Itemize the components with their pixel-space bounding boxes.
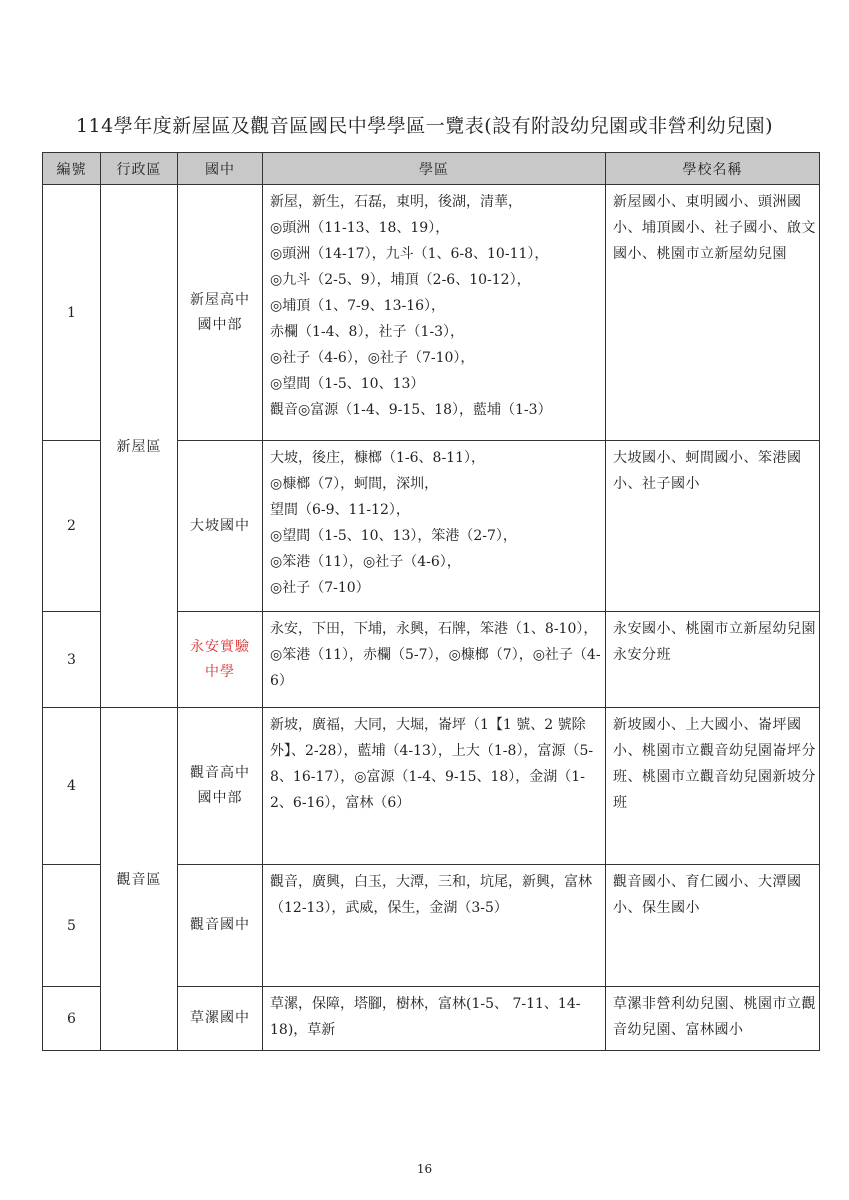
row-number: 1 [43, 185, 101, 441]
header-junior-high: 國中 [178, 153, 263, 185]
header-school-zone: 學區 [263, 153, 606, 185]
region-guanyin: 觀音區 [101, 708, 178, 1051]
zone-line: ◎頭洲（11-13、18、19）， [270, 220, 450, 236]
zone-cell [263, 185, 606, 441]
zone-line: ◎社子（4-6），◎社子（7-10）， [270, 350, 475, 366]
school-names-cell: 大坡國小、蚵間國小、笨港國小、社子國小 [606, 441, 820, 612]
zone-line: 赤欄（1-4、8），社子（1-3）， [270, 324, 464, 340]
school-caota [178, 987, 263, 1051]
table-header-row [43, 153, 820, 185]
row-number: 5 [43, 865, 101, 987]
zone-cell: 觀音，廣興，白玉，大潭，三和，坑尾，新興，富林（12-13），武威，保生，金湖（3-5） [263, 865, 606, 987]
zone-line: ◎九斗（2-5、9），埔頂（2-6、10-12）， [270, 272, 531, 288]
school-line: 草漯國中 [190, 1010, 250, 1026]
school-names-cell: 新坡國小、上大國小、崙坪國小、桃園市立觀音幼兒園崙坪分班、桃園市立觀音幼兒園新坡分班 [606, 708, 820, 865]
table-row [43, 185, 820, 441]
zone-line: ◎槺榔（7），蚵間，深圳， [270, 476, 439, 492]
header-school-names: 學校名稱 [606, 153, 820, 185]
zone-line: ◎望間（1-5、10、13），笨港（2-7）， [270, 528, 517, 544]
region-xinwu: 新屋區 [101, 185, 178, 708]
school-dapo [178, 441, 263, 612]
school-line: 新屋高中 [190, 291, 250, 308]
zone-line: 大坡，後庄，槺榔（1-6、8-11）， [270, 450, 485, 466]
zone-cell: 新坡，廣福，大同，大堀，崙坪（1【1 號、2 號除外】、2-28），藍埔（4-13），上大（1-8），富源（5-8、16-17），◎富源（1-4、9-15、18），金湖（1-2、6-16），富林（6） [263, 708, 606, 865]
school-district-table [42, 152, 820, 1051]
school-yongan [178, 612, 263, 708]
zone-cell: 永安，下田，下埔，永興，石牌，笨港（1、8-10），◎笨港（11），赤欄（5-7），◎槺榔（7），◎社子（4-6） [263, 612, 606, 708]
zone-cell: 草漯，保障，塔腳，樹林，富林(1-5、 7-11、14-18)，草新 [263, 987, 606, 1051]
school-line: 國中部 [197, 790, 243, 806]
header-district: 行政區 [101, 153, 178, 185]
row-number: 3 [43, 612, 101, 708]
row-number: 4 [43, 708, 101, 865]
zone-line: ◎埔頂（1、7-9、13-16）， [270, 298, 446, 314]
page-number: 16 [416, 1162, 433, 1176]
school-xinwu-high [178, 185, 263, 441]
school-line: 中學 [205, 663, 235, 680]
header-number: 編號 [43, 153, 101, 185]
school-names-cell: 觀音國小、育仁國小、大潭國小、保生國小 [606, 865, 820, 987]
zone-line: 望間（6-9、11-12）， [270, 502, 410, 518]
zone-line: ◎頭洲（14-17），九斗（1、6-8、10-11）， [270, 246, 549, 262]
school-names-cell: 新屋國小、東明國小、頭洲國小、埔頂國小、社子國小、啟文國小、桃園市立新屋幼兒園 [606, 185, 820, 441]
table-row [43, 708, 820, 865]
school-line: 觀音國中 [190, 917, 250, 933]
school-names-cell: 草漯非營利幼兒園、桃園市立觀音幼兒園、富林國小 [606, 987, 820, 1051]
page-title: 114學年度新屋區及觀音區國民中學學區一覽表(設有附設幼兒園或非營利幼兒園) [75, 115, 774, 137]
zone-line: ◎望間（1-5、10、13） [270, 376, 425, 392]
zone-line: ◎笨港（11），◎社子（4-6）， [270, 554, 461, 570]
school-guanyin [178, 865, 263, 987]
row-number: 2 [43, 441, 101, 612]
zone-line: 觀音◎富源（1-4、9-15、18），藍埔（1-3） [270, 402, 552, 418]
zone-cell [263, 441, 606, 612]
school-line: 觀音高中 [190, 765, 250, 781]
school-line: 永安實驗 [190, 638, 250, 655]
zone-line: 新屋，新生，石磊，東明，後湖，清華， [270, 194, 522, 210]
school-names-cell: 永安國小、桃園市立新屋幼兒園永安分班 [606, 612, 820, 708]
school-line: 國中部 [197, 316, 243, 333]
row-number: 6 [43, 987, 101, 1051]
zone-line: ◎社子（7-10） [270, 580, 370, 596]
school-line: 大坡國中 [190, 517, 250, 534]
school-guanyin-high [178, 708, 263, 865]
